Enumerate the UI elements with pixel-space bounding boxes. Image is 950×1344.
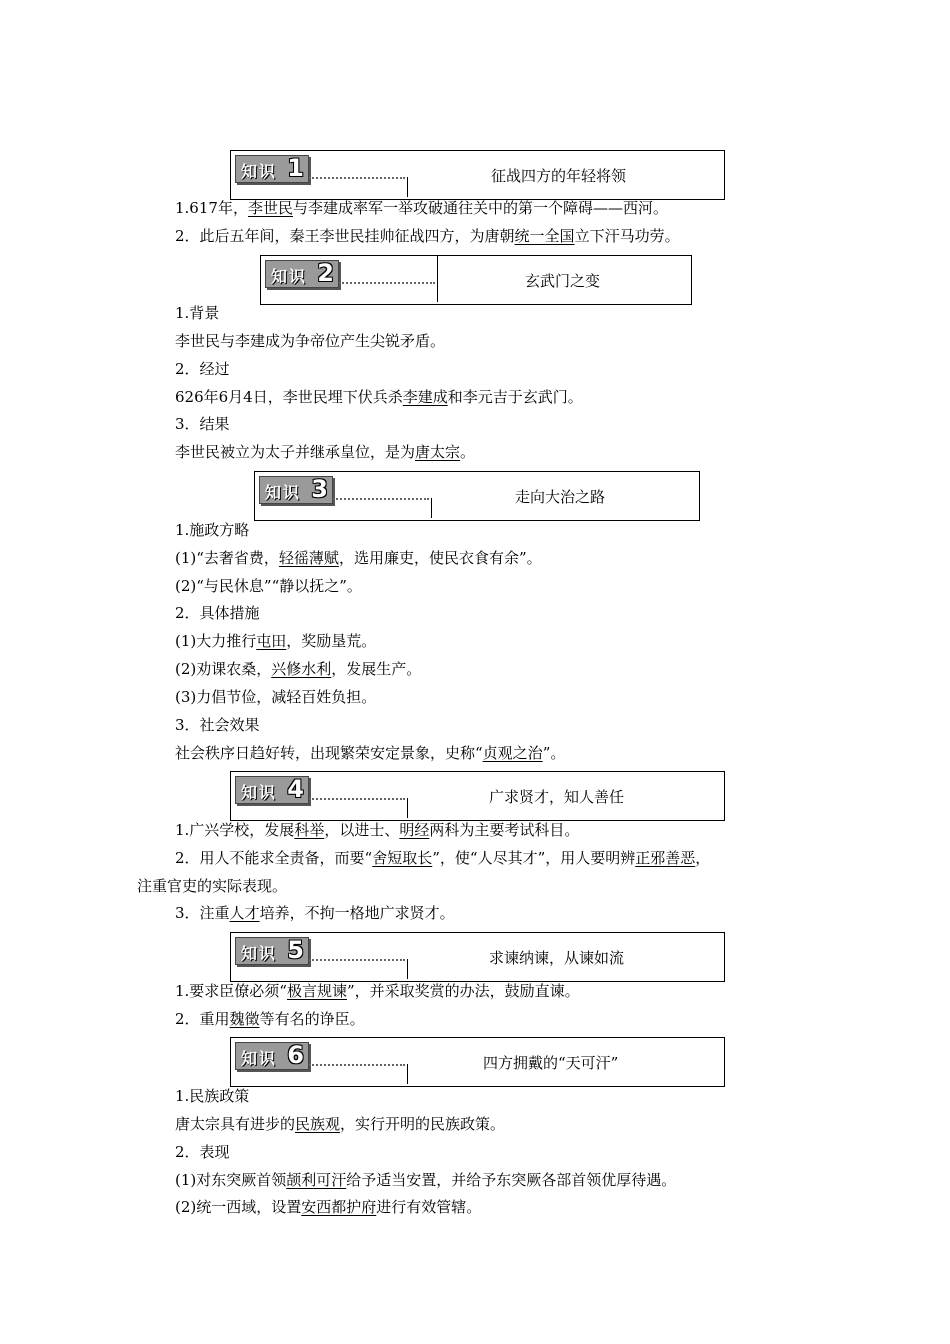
dotted-divider bbox=[339, 282, 435, 284]
paragraph: (1)“去奢省费，轻徭薄赋，选用廉吏，使民衣食有余”。 bbox=[175, 549, 542, 567]
section-title: 玄武门之变 bbox=[525, 272, 601, 290]
underlined-keyword: 舍短取长 bbox=[372, 849, 433, 867]
paragraph: 社会秩序日趋好转，出现繁荣安定景象，史称“贞观之治”。 bbox=[175, 744, 566, 762]
underlined-keyword: 兴修水利 bbox=[271, 660, 332, 678]
paragraph: 626年6月4日，李世民埋下伏兵杀李建成和李元吉于玄武门。 bbox=[175, 388, 583, 406]
paragraph: (2)“与民休息”“静以抚之”。 bbox=[175, 577, 362, 595]
paragraph: (2)统一西域，设置安西都护府进行有效管辖。 bbox=[175, 1198, 482, 1216]
paragraph: 1.广兴学校，发展科举，以进士、明经两科为主要考试科目。 bbox=[175, 821, 580, 839]
underlined-keyword: 民族观 bbox=[295, 1115, 341, 1133]
section-header-3 bbox=[254, 471, 700, 521]
underlined-keyword: 人才 bbox=[229, 904, 260, 922]
section-header-1 bbox=[230, 150, 725, 200]
paragraph: 唐太宗具有进步的民族观，实行开明的民族政策。 bbox=[175, 1115, 506, 1133]
dotted-divider bbox=[309, 177, 405, 179]
heading: 2．经过 bbox=[175, 360, 230, 378]
section-title: 走向大治之路 bbox=[515, 488, 606, 506]
paragraph: 2．用人不能求全责备，而要“舍短取长”，使“人尽其才”，用人要明辨正邪善恶， bbox=[175, 849, 711, 867]
dotted-divider bbox=[309, 798, 405, 800]
underlined-keyword: 科举 bbox=[294, 821, 325, 839]
heading: 3．社会效果 bbox=[175, 716, 260, 734]
underlined-keyword: 屯田 bbox=[256, 632, 287, 650]
underlined-keyword: 李建成 bbox=[402, 388, 448, 406]
divider-tick bbox=[431, 498, 432, 518]
heading: 1.民族政策 bbox=[175, 1087, 250, 1105]
underlined-keyword: 贞观之治 bbox=[482, 744, 543, 762]
paragraph-continued: 注重官吏的实际表现。 bbox=[137, 877, 288, 895]
divider-tick bbox=[407, 959, 408, 979]
paragraph: 2．重用魏徵等有名的诤臣。 bbox=[175, 1010, 365, 1028]
knowledge-badge: 知识 1 bbox=[235, 155, 309, 183]
knowledge-badge: 知识 6 bbox=[235, 1042, 309, 1070]
section-title: 求谏纳谏，从谏如流 bbox=[489, 949, 625, 967]
dotted-divider bbox=[309, 959, 405, 961]
paragraph: 李世民与李建成为争帝位产生尖锐矛盾。 bbox=[175, 332, 446, 350]
knowledge-badge: 知识 2 bbox=[265, 260, 339, 288]
dotted-divider bbox=[333, 498, 429, 500]
paragraph: 3．注重人才培养，不拘一格地广求贤才。 bbox=[175, 904, 455, 922]
section-title: 广求贤才，知人善任 bbox=[489, 788, 625, 806]
underlined-keyword: 安西都护府 bbox=[301, 1198, 377, 1216]
heading: 2．具体措施 bbox=[175, 604, 260, 622]
underlined-keyword: 李世民 bbox=[247, 199, 293, 217]
heading: 1.背景 bbox=[175, 304, 220, 322]
underlined-keyword: 统一全国 bbox=[514, 227, 575, 245]
paragraph: 李世民被立为太子并继承皇位，是为唐太宗。 bbox=[175, 443, 476, 461]
underlined-keyword: 极言规谏 bbox=[286, 982, 347, 1000]
paragraph: 1.617年，李世民与李建成率军一举攻破通往关中的第一个障碍——西河。 bbox=[175, 199, 668, 217]
divider-tick bbox=[437, 256, 438, 302]
divider-tick bbox=[407, 798, 408, 818]
paragraph: 1.要求臣僚必须“极言规谏”，并采取奖赏的办法，鼓励直谏。 bbox=[175, 982, 580, 1000]
paragraph: (2)劝课农桑，兴修水利，发展生产。 bbox=[175, 660, 422, 678]
paragraph: 2．此后五年间，秦王李世民挂帅征战四方，为唐朝统一全国立下汗马功劳。 bbox=[175, 227, 680, 245]
heading: 1.施政方略 bbox=[175, 521, 250, 539]
underlined-keyword: 魏徵 bbox=[229, 1010, 260, 1028]
underlined-keyword: 明经 bbox=[399, 821, 430, 839]
section-header-5 bbox=[230, 932, 725, 982]
paragraph: (1)对东突厥首领颉利可汗给予适当安置，并给予东突厥各部首领优厚待遇。 bbox=[175, 1171, 677, 1189]
dotted-divider bbox=[309, 1064, 405, 1066]
section-header-6 bbox=[230, 1037, 725, 1087]
underlined-keyword: 正邪善恶 bbox=[635, 849, 696, 867]
section-header-4 bbox=[230, 771, 725, 821]
divider-tick bbox=[407, 177, 408, 197]
paragraph: (3)力倡节俭，减轻百姓负担。 bbox=[175, 688, 377, 706]
section-title: 四方拥戴的“天可汗” bbox=[483, 1054, 619, 1072]
heading: 3．结果 bbox=[175, 415, 230, 433]
knowledge-badge: 知识 3 bbox=[259, 476, 333, 504]
divider-tick bbox=[407, 1064, 408, 1084]
underlined-keyword: 颉利可汗 bbox=[286, 1171, 347, 1189]
section-title: 征战四方的年轻将领 bbox=[491, 167, 627, 185]
underlined-keyword: 轻徭薄赋 bbox=[278, 549, 339, 567]
section-header-2 bbox=[260, 255, 692, 305]
paragraph: (1)大力推行屯田，奖励垦荒。 bbox=[175, 632, 377, 650]
heading: 2．表现 bbox=[175, 1143, 230, 1161]
knowledge-badge: 知识 4 bbox=[235, 776, 309, 804]
underlined-keyword: 唐太宗 bbox=[415, 443, 461, 461]
knowledge-badge: 知识 5 bbox=[235, 937, 309, 965]
